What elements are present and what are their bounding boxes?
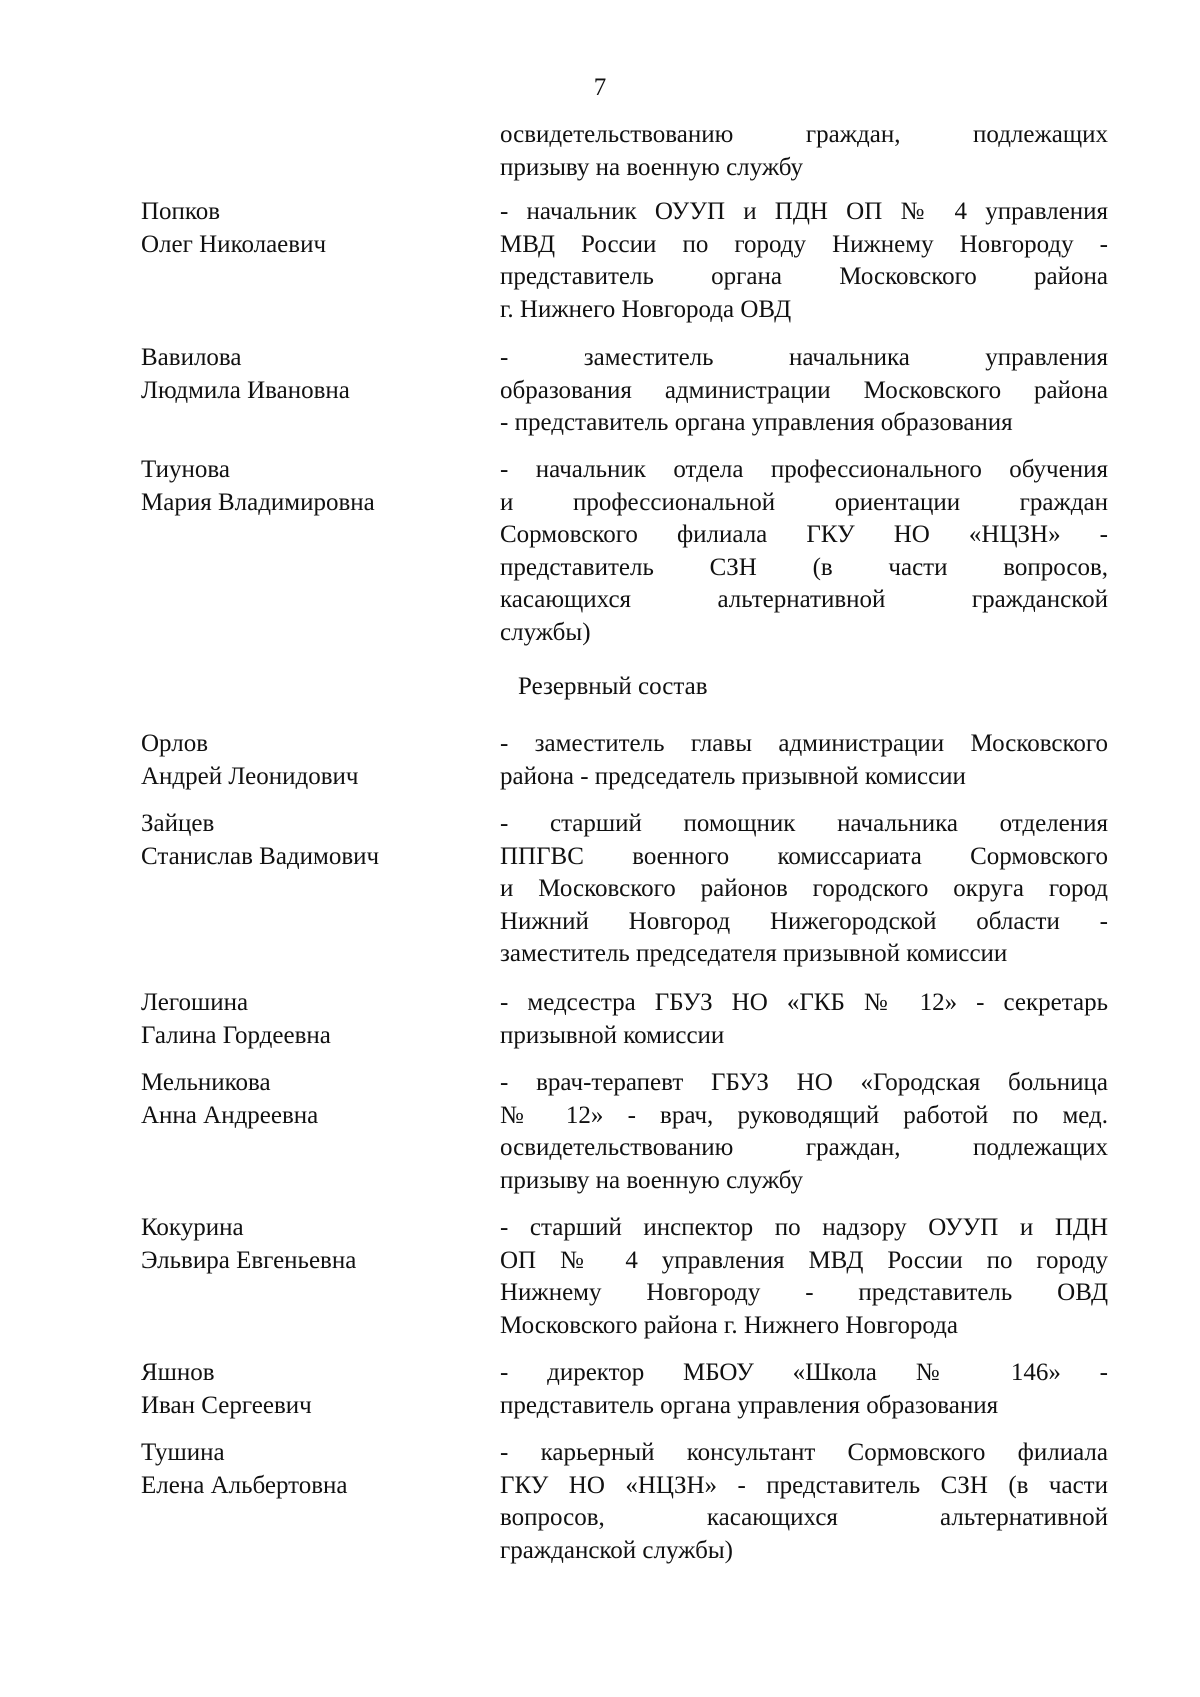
role-line: ОП № 4 управления МВД России по городу xyxy=(500,1246,1108,1274)
member-name xyxy=(141,1067,471,1132)
role-line: заместитель председателя призывной комиссии xyxy=(500,940,1008,967)
role-line: - старший помощник начальника отделения xyxy=(500,810,1108,837)
role-line: образования администрации Московского района xyxy=(500,376,1108,404)
role-line: касающихся альтернативной гражданской xyxy=(500,586,1108,613)
role-text xyxy=(500,119,1108,184)
given-names: Елена Альбертовна xyxy=(141,1471,348,1499)
surname: Вавилова xyxy=(141,344,242,371)
given-names: Станислав Вадимович xyxy=(141,842,380,870)
role-line: Нижний Новгород Нижегородской области - xyxy=(500,907,1108,935)
member-name xyxy=(141,1212,471,1277)
member-name xyxy=(141,728,471,793)
role-line: - медсестра ГБУЗ НО «ГКБ № 12» - секретарь xyxy=(500,989,1108,1016)
role-line: - начальник ОУУП и ПДН ОП № 4 управления xyxy=(500,198,1108,225)
member-name xyxy=(141,1437,471,1502)
surname: Орлов xyxy=(141,730,209,757)
role-line: представитель СЗН (в части вопросов, xyxy=(500,553,1108,581)
role-text xyxy=(500,1437,1108,1567)
role-text xyxy=(500,1357,1108,1422)
role-line: призыву на военную службу xyxy=(500,1166,804,1194)
role-line: - начальник отдела профессионального обучения xyxy=(500,456,1108,483)
given-names: Анна Андреевна xyxy=(141,1101,319,1129)
role-text xyxy=(500,342,1108,440)
role-line: г. Нижнего Новгорода ОВД xyxy=(500,295,792,323)
member-name xyxy=(141,342,471,407)
section-title-reserve: Резервный состав xyxy=(518,673,708,700)
member-name xyxy=(141,1357,471,1422)
role-line: № 12» - врач, руководящий работой по мед. xyxy=(500,1101,1108,1129)
surname: Кокурина xyxy=(141,1214,244,1241)
role-line: - представитель органа управления образования xyxy=(500,409,1013,436)
page-number: 7 xyxy=(593,74,607,101)
role-text xyxy=(500,1212,1108,1342)
surname: Зайцев xyxy=(141,810,215,837)
member-name xyxy=(141,454,471,519)
given-names: Иван Сергеевич xyxy=(141,1391,312,1419)
role-line: - старший инспектор по надзору ОУУП и ПДН xyxy=(500,1214,1108,1241)
role-line: и профессиональной ориентации граждан xyxy=(500,488,1108,516)
role-text xyxy=(500,196,1108,326)
given-names: Людмила Ивановна xyxy=(141,376,350,404)
role-line: района - председатель призывной комиссии xyxy=(500,762,966,790)
role-line: МВД России по городу Нижнему Новгороду - xyxy=(500,230,1108,258)
role-line: ППГВС военного комиссариата Сормовского xyxy=(500,842,1108,870)
role-line: и Московского районов городского округа город xyxy=(500,875,1108,902)
role-line: гражданской службы) xyxy=(500,1536,733,1564)
role-line: Нижнему Новгороду - представитель ОВД xyxy=(500,1279,1108,1306)
role-line: - врач-терапевт ГБУЗ НО «Городская больница xyxy=(500,1069,1108,1096)
role-line: - заместитель начальника управления xyxy=(500,344,1108,371)
role-line: освидетельствованию граждан, подлежащих xyxy=(500,121,1108,148)
role-text xyxy=(500,728,1108,793)
member-name xyxy=(141,808,471,873)
member-name xyxy=(141,987,471,1052)
role-line: - карьерный консультант Сормовского филиала xyxy=(500,1439,1108,1466)
surname: Мельникова xyxy=(141,1069,271,1096)
role-line: - директор МБОУ «Школа № 146» - xyxy=(500,1359,1108,1386)
role-line: представитель органа управления образования xyxy=(500,1391,999,1419)
given-names: Галина Гордеевна xyxy=(141,1021,331,1049)
role-text xyxy=(500,454,1108,649)
role-line: ГКУ НО «НЦЗН» - представитель СЗН (в части xyxy=(500,1471,1108,1499)
role-line: представитель органа Московского района xyxy=(500,263,1108,290)
given-names: Андрей Леонидович xyxy=(141,762,359,790)
given-names: Мария Владимировна xyxy=(141,488,375,516)
surname: Тиунова xyxy=(141,456,230,483)
role-text xyxy=(500,987,1108,1052)
surname: Тушина xyxy=(141,1439,225,1466)
role-line: Московского района г. Нижнего Новгорода xyxy=(500,1311,958,1339)
role-line: службы) xyxy=(500,618,591,646)
role-line: вопросов, касающихся альтернативной xyxy=(500,1504,1108,1531)
role-line: Сормовского филиала ГКУ НО «НЦЗН» - xyxy=(500,521,1108,548)
given-names: Олег Николаевич xyxy=(141,230,327,258)
role-text xyxy=(500,1067,1108,1197)
role-line: освидетельствованию граждан, подлежащих xyxy=(500,1134,1108,1161)
member-name xyxy=(141,196,471,261)
role-line: призыву на военную службу xyxy=(500,153,804,181)
role-line: призывной комиссии xyxy=(500,1021,725,1049)
surname: Яшнов xyxy=(141,1359,215,1386)
surname: Легошина xyxy=(141,989,249,1016)
role-line: - заместитель главы администрации Московского xyxy=(500,730,1108,757)
given-names: Эльвира Евгеньевна xyxy=(141,1246,357,1274)
role-text xyxy=(500,808,1108,971)
surname: Попков xyxy=(141,198,221,225)
